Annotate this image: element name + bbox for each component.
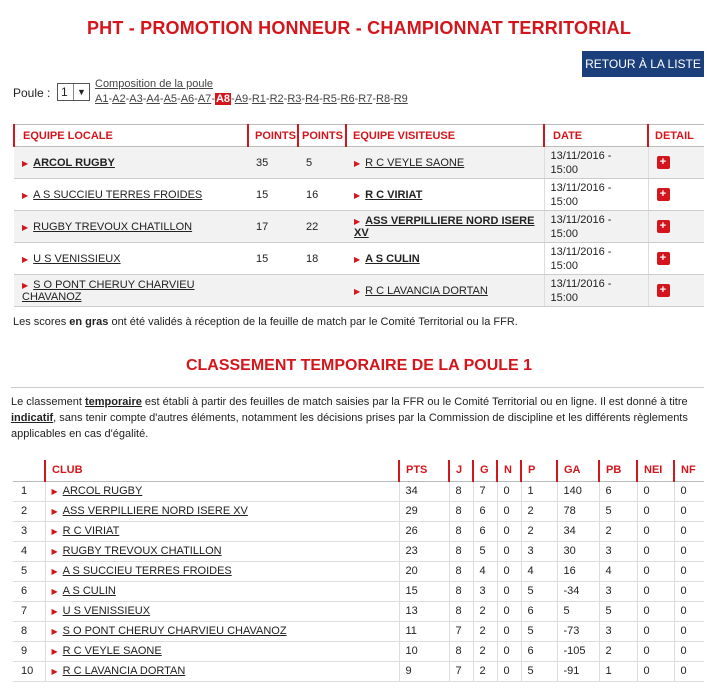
points-away: 18 (298, 243, 346, 275)
club-link[interactable]: ASS VERPILLIERE NORD ISERE XV (62, 505, 248, 517)
poule-link-a6[interactable]: A6 (180, 93, 195, 105)
standings-nf: 0 (674, 641, 704, 661)
standings-nf: 0 (674, 541, 704, 561)
standings-g: 2 (473, 661, 497, 681)
standings-p: 5 (521, 621, 557, 641)
club-cell (45, 541, 399, 561)
plus-icon[interactable]: + (657, 188, 670, 201)
link-separator: - (319, 93, 323, 105)
link-separator: - (108, 93, 113, 105)
poule-link-r1[interactable]: R1 (251, 93, 266, 105)
standings-header-nf: NF (674, 460, 704, 481)
standings-rank: 1 (13, 481, 45, 501)
poule-link-r9[interactable]: R9 (393, 93, 408, 105)
match-date (544, 211, 648, 243)
standings-pts: 9 (399, 661, 449, 681)
club-cell (45, 601, 399, 621)
standings-p: 6 (521, 601, 557, 621)
standings-p: 2 (521, 521, 557, 541)
standings-row (13, 501, 704, 521)
standings-rank: 2 (13, 501, 45, 521)
match-row (14, 211, 704, 243)
header-home: EQUIPE LOCALE (14, 125, 248, 147)
standings-n: 0 (497, 601, 521, 621)
link-separator: - (372, 93, 376, 105)
detail-cell (648, 147, 704, 179)
triangle-right-icon: ▶ (51, 547, 58, 556)
standings-nei: 0 (637, 581, 674, 601)
points-away: 22 (298, 211, 346, 243)
standings-j: 8 (449, 541, 473, 561)
standings-nf: 0 (674, 481, 704, 501)
standings-ga: 34 (557, 521, 599, 541)
away-team-link[interactable]: R C VIRIAT (365, 188, 423, 201)
standings-g: 2 (473, 641, 497, 661)
standings-rank: 8 (13, 621, 45, 641)
away-team-cell (346, 147, 544, 179)
club-link[interactable]: R C VEYLE SAONE (62, 645, 162, 657)
home-team-link[interactable]: A S SUCCIEU TERRES FROIDES (33, 188, 203, 201)
away-team-cell (346, 275, 544, 307)
triangle-right-icon: ▶ (51, 587, 58, 596)
triangle-right-icon: ▶ (51, 527, 58, 536)
away-team-link[interactable]: R C VEYLE SAONE (365, 156, 465, 169)
link-separator: - (301, 93, 306, 105)
standings-nei: 0 (637, 661, 674, 681)
standings-p: 4 (521, 561, 557, 581)
standings-g: 5 (473, 541, 497, 561)
plus-icon[interactable]: + (657, 220, 670, 233)
link-separator: - (142, 93, 147, 105)
triangle-right-icon: ▶ (51, 607, 58, 616)
standings-pb: 3 (599, 581, 637, 601)
link-separator: - (194, 93, 198, 105)
standings-note-indicatif: indicatif (11, 412, 54, 424)
link-separator: - (354, 93, 359, 105)
match-row (14, 243, 704, 275)
link-separator: - (283, 93, 288, 105)
home-team-cell (14, 243, 248, 275)
scores-note-post: ont été validés à réception de la feuille de match par le Comité Territorial ou la FFR. (108, 316, 518, 328)
standings-g: 7 (473, 481, 497, 501)
standings-row (13, 521, 704, 541)
scores-note (13, 316, 518, 328)
standings-title: CLASSEMENT TEMPORAIRE DE LA POULE 1 (185, 357, 533, 374)
club-link[interactable]: R C VIRIAT (62, 525, 120, 537)
match-date-day: 13/11/2016 - (550, 149, 612, 162)
away-team-cell (346, 179, 544, 211)
triangle-right-icon: ▶ (22, 222, 29, 232)
standings-p: 6 (521, 641, 557, 661)
match-date-day: 13/11/2016 - (550, 181, 612, 194)
standings-note-temporaire: temporaire (84, 396, 142, 408)
triangle-right-icon: ▶ (22, 280, 29, 290)
home-team-cell (14, 179, 248, 211)
triangle-right-icon: ▶ (354, 190, 361, 200)
plus-icon[interactable]: + (657, 252, 670, 265)
poule-link-a3[interactable]: A3 (129, 93, 143, 105)
standings-n: 0 (497, 661, 521, 681)
home-team-link[interactable]: S O PONT CHERUY CHARVIEU CHAVANOZ (22, 278, 195, 303)
poule-link-a7[interactable]: A7 (197, 93, 212, 105)
poule-link-a2[interactable]: A2 (112, 93, 126, 105)
standings-n: 0 (497, 481, 521, 501)
poule-link-r4[interactable]: R4 (305, 93, 320, 105)
scores-note-bold: en gras (69, 316, 109, 328)
standings-header-n: N (497, 460, 521, 481)
standings-header-ga: GA (557, 460, 599, 481)
standings-ga: 140 (557, 481, 599, 501)
divider (11, 387, 704, 388)
standings-nei: 0 (637, 641, 674, 661)
match-date (544, 243, 648, 275)
standings-nf: 0 (674, 561, 704, 581)
plus-icon[interactable]: + (657, 156, 670, 169)
standings-row (13, 641, 704, 661)
club-cell (45, 641, 399, 661)
poule-select-value: 1 (61, 85, 68, 99)
standings-p: 1 (521, 481, 557, 501)
standings-header-p: P (521, 460, 557, 481)
standings-g: 3 (473, 581, 497, 601)
standings-rank: 10 (13, 661, 45, 681)
page-title: PHT - PROMOTION HONNEUR - CHAMPIONNAT TERRITORIAL (86, 18, 632, 38)
club-cell (45, 561, 399, 581)
standings-pb: 4 (599, 561, 637, 581)
match-row (14, 147, 704, 179)
poule-link-r7[interactable]: R7 (358, 93, 373, 105)
standings-pts: 13 (399, 601, 449, 621)
chevron-down-icon: ▼ (73, 84, 89, 100)
away-team-link[interactable]: ASS VERPILLIERE NORD ISERE XV (354, 214, 535, 239)
standings-nf: 0 (674, 661, 704, 681)
standings-rank: 7 (13, 601, 45, 621)
poule-links (95, 93, 408, 105)
standings-n: 0 (497, 541, 521, 561)
standings-p: 5 (521, 581, 557, 601)
link-separator: - (336, 93, 341, 105)
home-team-cell (14, 211, 248, 243)
poule-link-r3[interactable]: R3 (287, 93, 302, 105)
poule-link-a5[interactable]: A5 (163, 93, 178, 105)
standings-row (13, 601, 704, 621)
poule-link-r6[interactable]: R6 (340, 93, 355, 105)
standings-rank: 4 (13, 541, 45, 561)
standings-header-pts: PTS (399, 460, 449, 481)
link-separator: - (159, 93, 164, 105)
standings-header-rank (13, 460, 45, 481)
standings-j: 8 (449, 521, 473, 541)
standings-ga: 5 (557, 601, 599, 621)
match-date (544, 179, 648, 211)
match-date-time: 15:00 (550, 227, 579, 240)
triangle-right-icon: ▶ (22, 158, 29, 168)
standings-nei: 0 (637, 621, 674, 641)
standings-pb: 3 (599, 621, 637, 641)
standings-j: 8 (449, 481, 473, 501)
poule-link-r8[interactable]: R8 (376, 93, 391, 105)
club-link[interactable]: U S VENISSIEUX (62, 605, 151, 617)
points-away: 5 (298, 147, 346, 179)
triangle-right-icon: ▶ (354, 254, 361, 264)
standings-header-pb: PB (599, 460, 637, 481)
standings-nf: 0 (674, 621, 704, 641)
standings-g: 6 (473, 501, 497, 521)
points-away (298, 275, 346, 307)
composition-link[interactable]: Composition de la poule (95, 78, 214, 90)
points-home: 35 (248, 147, 298, 179)
points-home: 15 (248, 179, 298, 211)
back-to-list-button[interactable]: RETOUR À LA LISTE (582, 51, 704, 77)
standings-n: 0 (497, 641, 521, 661)
link-separator: - (211, 93, 215, 105)
standings-header-g: G (473, 460, 497, 481)
standings-j: 8 (449, 561, 473, 581)
points-away: 16 (298, 179, 346, 211)
match-date (544, 275, 648, 307)
standings-row (13, 621, 704, 641)
match-date-day: 13/11/2016 - (550, 277, 612, 290)
standings-row (13, 541, 704, 561)
standings-pts: 15 (399, 581, 449, 601)
header-points-home: POINTS (248, 125, 298, 147)
poule-link-r2[interactable]: R2 (269, 93, 284, 105)
club-cell (45, 661, 399, 681)
standings-nf: 0 (674, 521, 704, 541)
standings-p: 2 (521, 501, 557, 521)
standings-j: 8 (449, 601, 473, 621)
standings-nei: 0 (637, 541, 674, 561)
standings-ga: 30 (557, 541, 599, 561)
standings-ga: -73 (557, 621, 599, 641)
away-team-cell (346, 211, 544, 243)
standings-pb: 2 (599, 521, 637, 541)
standings-row (13, 581, 704, 601)
standings-nei: 0 (637, 501, 674, 521)
link-separator: - (248, 93, 252, 105)
standings-note-p3: , sans tenir compte d'autres éléments, notamment les décisions prises par la Commission de discipline et les différents règlements applicables en cas d'égalité. (11, 412, 688, 440)
standings-rank: 9 (13, 641, 45, 661)
matches-table (13, 124, 704, 307)
triangle-right-icon: ▶ (354, 158, 361, 168)
plus-icon[interactable]: + (657, 284, 670, 297)
standings-header-club: CLUB (45, 460, 399, 481)
standings-j: 8 (449, 501, 473, 521)
scores-note-pre: Les scores (13, 316, 70, 328)
standings-rank: 5 (13, 561, 45, 581)
standings-ga: -34 (557, 581, 599, 601)
triangle-right-icon: ▶ (51, 507, 58, 516)
match-date-day: 13/11/2016 - (550, 245, 612, 258)
club-cell (45, 501, 399, 521)
standings-header-j: J (449, 460, 473, 481)
poule-link-a8[interactable]: A8 (215, 93, 231, 105)
standings-ga: 16 (557, 561, 599, 581)
points-home: 17 (248, 211, 298, 243)
standings-header-nei: NEI (637, 460, 674, 481)
detail-cell (648, 211, 704, 243)
standings-n: 0 (497, 521, 521, 541)
link-separator: - (231, 93, 235, 105)
club-cell (45, 521, 399, 541)
poule-label: Poule : (13, 86, 51, 100)
standings-pb: 3 (599, 541, 637, 561)
link-separator: - (265, 93, 270, 105)
club-link[interactable]: A S CULIN (62, 585, 116, 597)
match-date-time: 15:00 (550, 291, 579, 304)
standings-pts: 29 (399, 501, 449, 521)
triangle-right-icon: ▶ (51, 647, 58, 656)
standings-n: 0 (497, 581, 521, 601)
link-separator: - (390, 93, 394, 105)
home-team-cell (14, 147, 248, 179)
standings-nf: 0 (674, 601, 704, 621)
detail-cell (648, 275, 704, 307)
points-home: 15 (248, 243, 298, 275)
standings-nei: 0 (637, 561, 674, 581)
standings-nei: 0 (637, 481, 674, 501)
header-points-away: POINTS (298, 125, 346, 147)
club-link[interactable]: A S SUCCIEU TERRES FROIDES (62, 565, 232, 577)
triangle-right-icon: ▶ (51, 487, 58, 496)
standings-n: 0 (497, 621, 521, 641)
triangle-right-icon: ▶ (51, 627, 58, 636)
away-team-link[interactable]: R C LAVANCIA DORTAN (365, 284, 488, 297)
poule-link-a1[interactable]: A1 (95, 93, 109, 105)
triangle-right-icon: ▶ (51, 667, 58, 676)
standings-pb: 1 (599, 661, 637, 681)
standings-j: 8 (449, 641, 473, 661)
standings-nf: 0 (674, 581, 704, 601)
poule-link-a9[interactable]: A9 (234, 93, 249, 105)
standings-ga: 78 (557, 501, 599, 521)
standings-n: 0 (497, 501, 521, 521)
link-separator: - (125, 93, 130, 105)
standings-n: 0 (497, 561, 521, 581)
home-team-link[interactable]: ARCOL RUGBY (33, 156, 115, 169)
match-date-time: 15:00 (550, 163, 579, 176)
detail-cell (648, 243, 704, 275)
triangle-right-icon: ▶ (51, 567, 58, 576)
standings-pts: 11 (399, 621, 449, 641)
link-separator: - (177, 93, 181, 105)
standings-row (13, 661, 704, 681)
match-row (14, 179, 704, 211)
poule-select[interactable] (57, 83, 90, 101)
detail-cell (648, 179, 704, 211)
match-date-time: 15:00 (550, 259, 579, 272)
standings-note-p1: Le classement (11, 396, 85, 408)
standings-pb: 5 (599, 601, 637, 621)
points-home (248, 275, 298, 307)
club-link[interactable]: R C LAVANCIA DORTAN (62, 665, 186, 677)
standings-rank: 3 (13, 521, 45, 541)
away-team-cell (346, 243, 544, 275)
standings-rank: 6 (13, 581, 45, 601)
standings-note (11, 394, 706, 442)
standings-p: 5 (521, 661, 557, 681)
club-link[interactable]: S O PONT CHERUY CHARVIEU CHAVANOZ (62, 625, 287, 637)
standings-g: 4 (473, 561, 497, 581)
standings-p: 3 (521, 541, 557, 561)
triangle-right-icon: ▶ (22, 254, 29, 264)
standings-ga: -105 (557, 641, 599, 661)
standings-g: 6 (473, 521, 497, 541)
match-date (544, 147, 648, 179)
standings-table (13, 460, 704, 682)
club-cell (45, 621, 399, 641)
match-date-time: 15:00 (550, 195, 579, 208)
header-away: EQUIPE VISITEUSE (346, 125, 544, 147)
standings-pb: 6 (599, 481, 637, 501)
home-team-cell (14, 275, 248, 307)
standings-pb: 2 (599, 641, 637, 661)
standings-ga: -91 (557, 661, 599, 681)
standings-j: 7 (449, 661, 473, 681)
poule-link-a4[interactable]: A4 (146, 93, 160, 105)
club-link[interactable]: RUGBY TREVOUX CHATILLON (62, 545, 222, 557)
club-cell (45, 581, 399, 601)
standings-pts: 26 (399, 521, 449, 541)
standings-g: 2 (473, 621, 497, 641)
poule-link-r5[interactable]: R5 (322, 93, 337, 105)
standings-j: 8 (449, 581, 473, 601)
club-cell (45, 481, 399, 501)
standings-nei: 0 (637, 521, 674, 541)
standings-pts: 34 (399, 481, 449, 501)
standings-j: 7 (449, 621, 473, 641)
standings-pts: 20 (399, 561, 449, 581)
standings-row (13, 561, 704, 581)
header-detail: DETAIL (648, 125, 704, 147)
home-team-link[interactable]: U S VENISSIEUX (33, 252, 121, 265)
standings-pts: 10 (399, 641, 449, 661)
standings-pb: 5 (599, 501, 637, 521)
club-link[interactable]: ARCOL RUGBY (62, 485, 143, 497)
triangle-right-icon: ▶ (354, 216, 361, 226)
standings-g: 2 (473, 601, 497, 621)
triangle-right-icon: ▶ (22, 190, 29, 200)
standings-note-p2: est établi à partir des feuilles de match saisies par la FFR ou le Comité Territorial ou en ligne. Il est donné à titre (141, 396, 688, 408)
standings-nei: 0 (637, 601, 674, 621)
match-row (14, 275, 704, 307)
standings-nf: 0 (674, 501, 704, 521)
standings-row (13, 481, 704, 501)
home-team-link[interactable]: RUGBY TREVOUX CHATILLON (33, 220, 193, 233)
away-team-link[interactable]: A S CULIN (365, 252, 420, 265)
triangle-right-icon: ▶ (354, 286, 361, 296)
header-date: DATE (544, 125, 648, 147)
standings-pts: 23 (399, 541, 449, 561)
match-date-day: 13/11/2016 - (550, 213, 612, 226)
